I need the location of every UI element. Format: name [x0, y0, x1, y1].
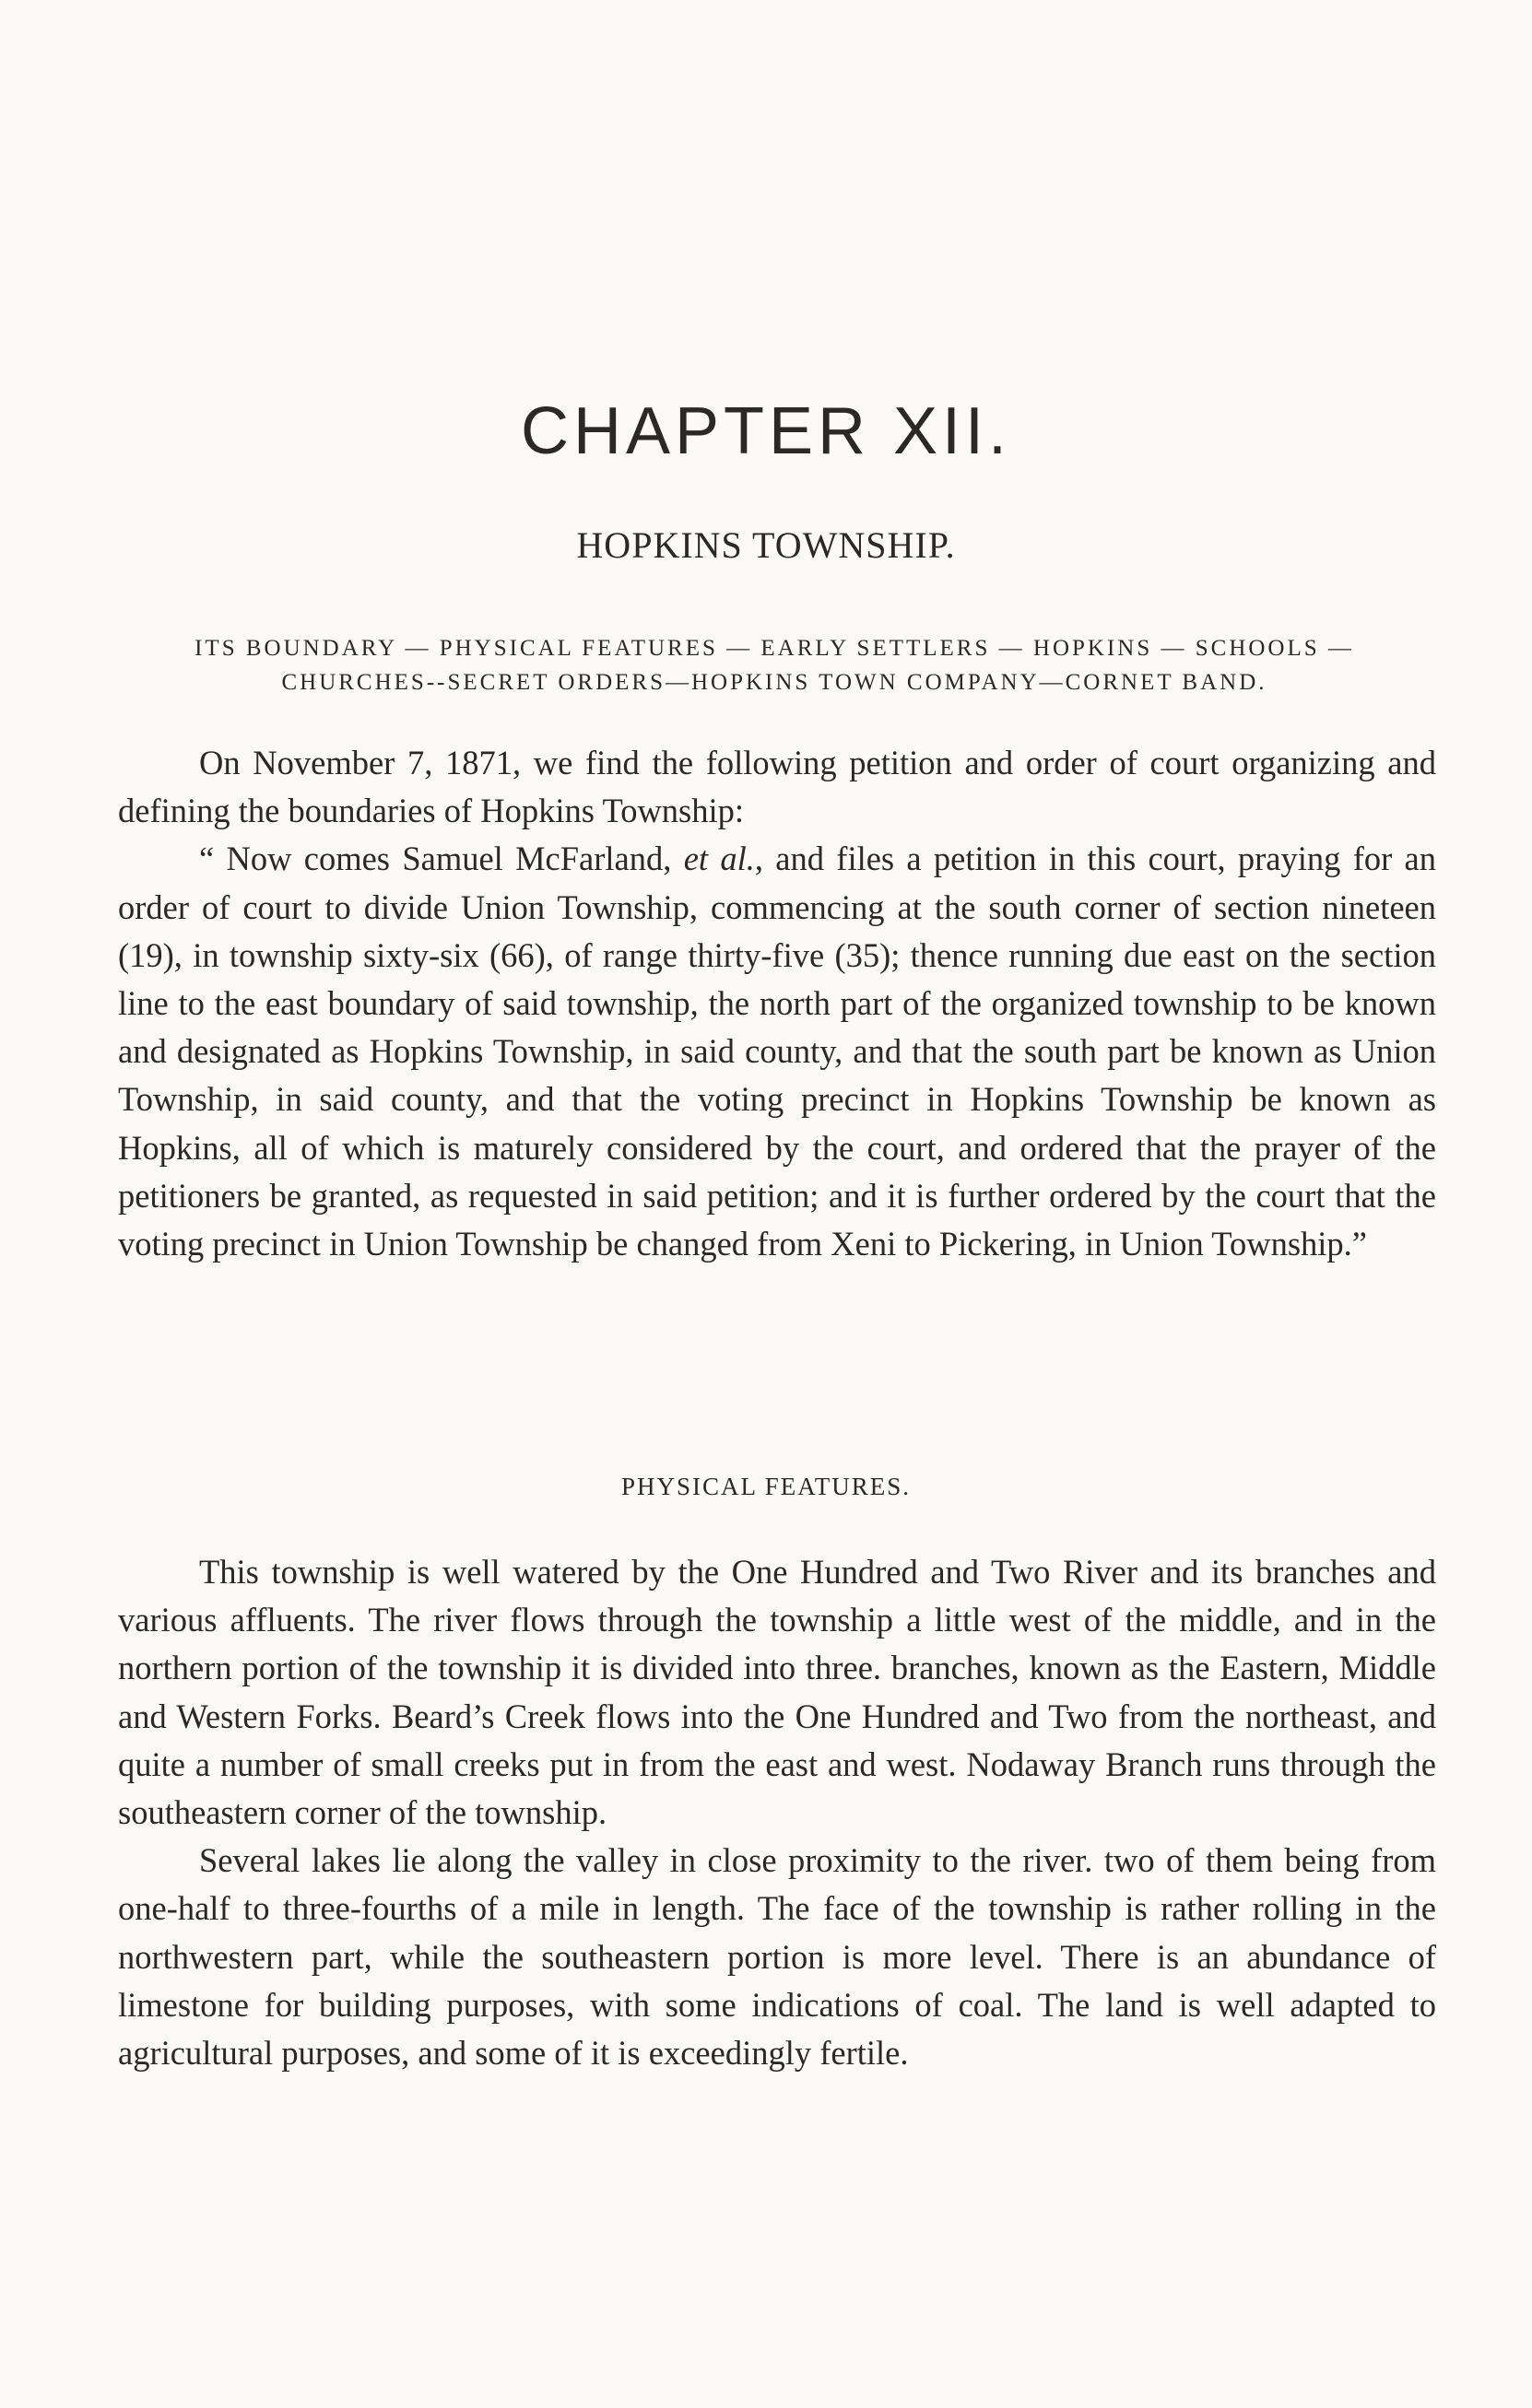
physical-features-section	[118, 1548, 1436, 2077]
et-al-italic: et al.	[683, 840, 755, 878]
quoted-petition	[118, 835, 1436, 1268]
quote-open: “ Now comes Samuel McFarland,	[199, 840, 684, 878]
section-heading-physical-features: PHYSICAL FEATURES.	[620, 1473, 912, 1500]
township-title: HOPKINS TOWNSHIP.	[576, 524, 956, 566]
body-paragraph: On November 7, 1871, we find the following petition and order of court organizing and defining the boundaries of Hopkins Township:	[118, 744, 1436, 830]
chapter-synopsis	[111, 631, 1438, 699]
chapter-title: CHAPTER XII.	[520, 394, 1012, 468]
intro-section	[118, 739, 1436, 1268]
body-paragraph: Several lakes lie along the valley in close proximity to the river. two of them being from one-half to three-fourths of a mile in length. The face of the township is rather rolling in the northwestern part, while the southeastern portion is more level. There is an abundance of limestone for building purposes, with some indications of coal. The land is well adapted to agricultural purposes, and some of it is exceedingly fertile.	[118, 1841, 1436, 2073]
synopsis-line: ITS BOUNDARY — PHYSICAL FEATURES — EARLY SETTLERS — HOPKINS — SCHOOLS —	[194, 636, 1354, 661]
body-paragraph: This township is well watered by the One Hundred and Two River and its branches and various affluents. The river flows through the township a little west of the middle, and in the northern portion of the township it is divided into three. branches, known as the Eastern, Middle and Western Forks. Beard’s Creek flows into the One Hundred and Two from the northeast, and quite a number of small creeks put in from the east and west. Nodaway Branch runs through the southeastern corner of the township.	[118, 1553, 1436, 1832]
synopsis-line: CHURCHES--SECRET ORDERS—HOPKINS TOWN COMPANY—CORNET BAND.	[281, 670, 1267, 695]
quote-rest: , and files a petition in this court, praying for an order of court to divide Union Township, commencing at the south corner of section nineteen (19), in township sixty-six (66), of range thirty-five (35); thence running due east on the section line to the east boundary of said township, the north part of the organized township to be known and designated as Hopkins Township, in said county, and that the south part be known as Union Township, in said county, and that the voting precinct in Hopkins Township be known as Hopkins, all of which is maturely considered by the court, and ordered that the prayer of the petitioners be granted, as requested in said petition; and it is further ordered by the court that the voting precinct in Union Township be changed from Xeni to Pickering, in Union Township.”	[118, 840, 1437, 1263]
